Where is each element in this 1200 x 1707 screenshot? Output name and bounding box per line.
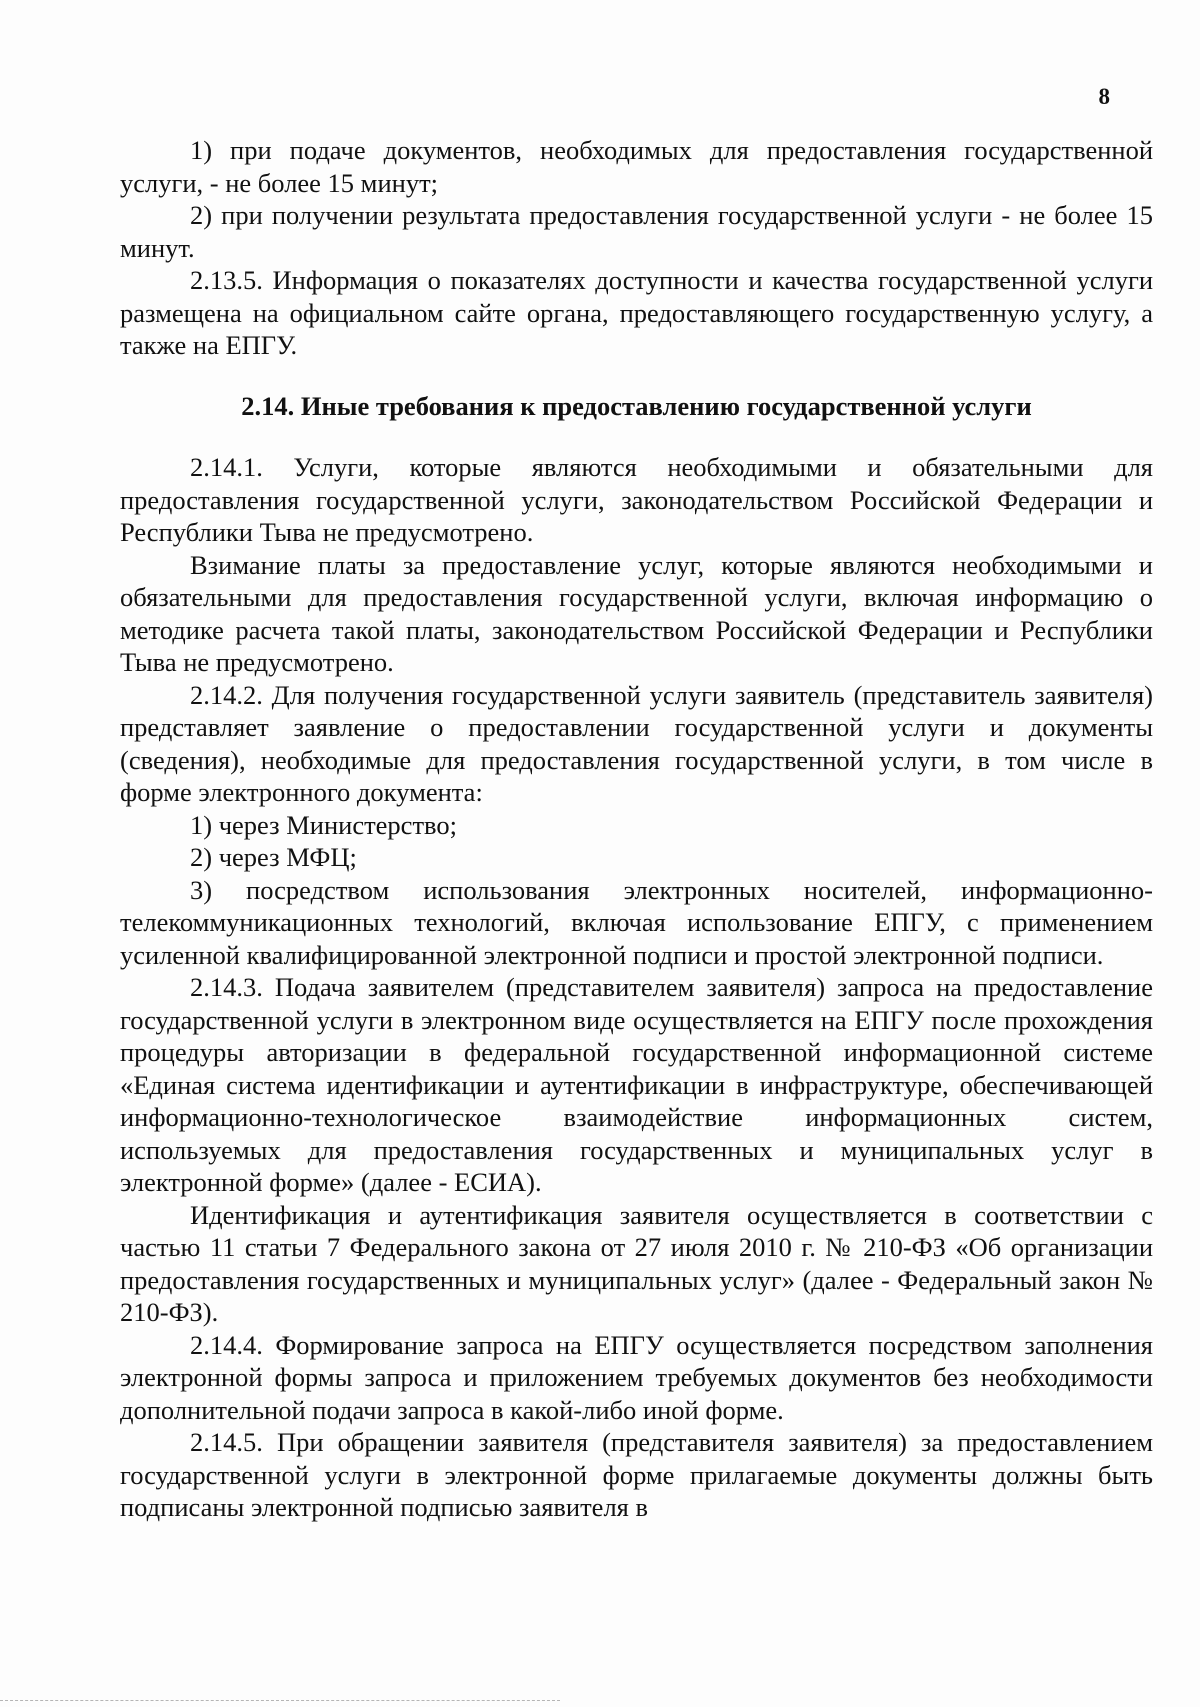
scan-edge-divider: [0, 1700, 560, 1701]
paragraph-2-14-5: 2.14.5. При обращении заявителя (представителя заявителя) за предоставлением государственной услуги в электронной форме прилагаемые документы должны быть подписаны электронной подписью заявителя в: [120, 1427, 1153, 1522]
section-heading-2-14: 2.14. Иные требования к предоставлению государственной услуги: [241, 390, 1032, 421]
paragraph-result-wait: 2) при получении результата предоставления государственной услуги - не более 15 минут.: [120, 200, 1153, 263]
list-item-mfc: 2) через МФЦ;: [190, 842, 357, 872]
paragraph-identification: Идентификация и аутентификация заявителя осуществляется в соответствии с частью 11 статьи 7 Федерального закона от 27 июля 2010 г. № 210-ФЗ «Об организации предоставления государственных и муниципальных услуг» (далее - Федеральный закон № 210-ФЗ).: [120, 1199, 1153, 1327]
document-body: [120, 134, 1153, 1524]
paragraph-2-14-1: 2.14.1. Услуги, которые являются необходимыми и обязательными для предоставления государственной услуги, законодательством Российской Федерации и Республики Тыва не предусмотрено.: [120, 452, 1153, 547]
list-item-electronic: 3) посредством использования электронных носителей, информационно-телекоммуникационных технологий, включая использование ЕПГУ, с применением усиленной квалифицированной электронной подписи и простой электронной подписи.: [120, 874, 1153, 970]
paragraph-2-13-5: 2.13.5. Информация о показателях доступности и качества государственной услуги размещена на официальном сайте органа, предоставляющего государственную услугу, а также на ЕПГУ.: [120, 265, 1153, 360]
page-number: 8: [1098, 84, 1110, 109]
paragraph-2-14-2: 2.14.2. Для получения государственной услуги заявитель (представитель заявителя) представляет заявление о предоставлении государственной услуги и документы (сведения), необходимые для предоставления государственной услуги, в том числе в форме электронного документа:: [120, 679, 1153, 807]
list-item-ministry: 1) через Министерство;: [190, 809, 457, 840]
paragraph-2-14-4: 2.14.4. Формирование запроса на ЕПГУ осуществляется посредством заполнения электронной формы запроса и приложением требуемых документов без необходимости дополнительной подачи запроса в какой-либо иной форме.: [120, 1329, 1153, 1425]
paragraph-2-14-3: 2.14.3. Подача заявителем (представителем заявителя) запроса на предоставление государственной услуги в электронном виде осуществляется на ЕПГУ после прохождения процедуры авторизации в федеральной государственной информационной системе «Единая система идентификации и аутентификации в инфраструктуре, обеспечивающей информационно-технологическое взаимодействие информационных систем, используемых для предоставления государственных и муниципальных услуг в электронной форме» (далее - ЕСИА).: [120, 972, 1153, 1197]
paragraph-fee: Взимание платы за предоставление услуг, которые являются необходимыми и обязательными для предоставления государственной услуги, включая информацию о методике расчета такой платы, законодательством Российской Федерации и Республики Тыва не предусмотрено.: [120, 549, 1153, 677]
paragraph-submission-wait: 1) при подаче документов, необходимых для предоставления государственной услуги, - не более 15 минут;: [120, 135, 1153, 198]
